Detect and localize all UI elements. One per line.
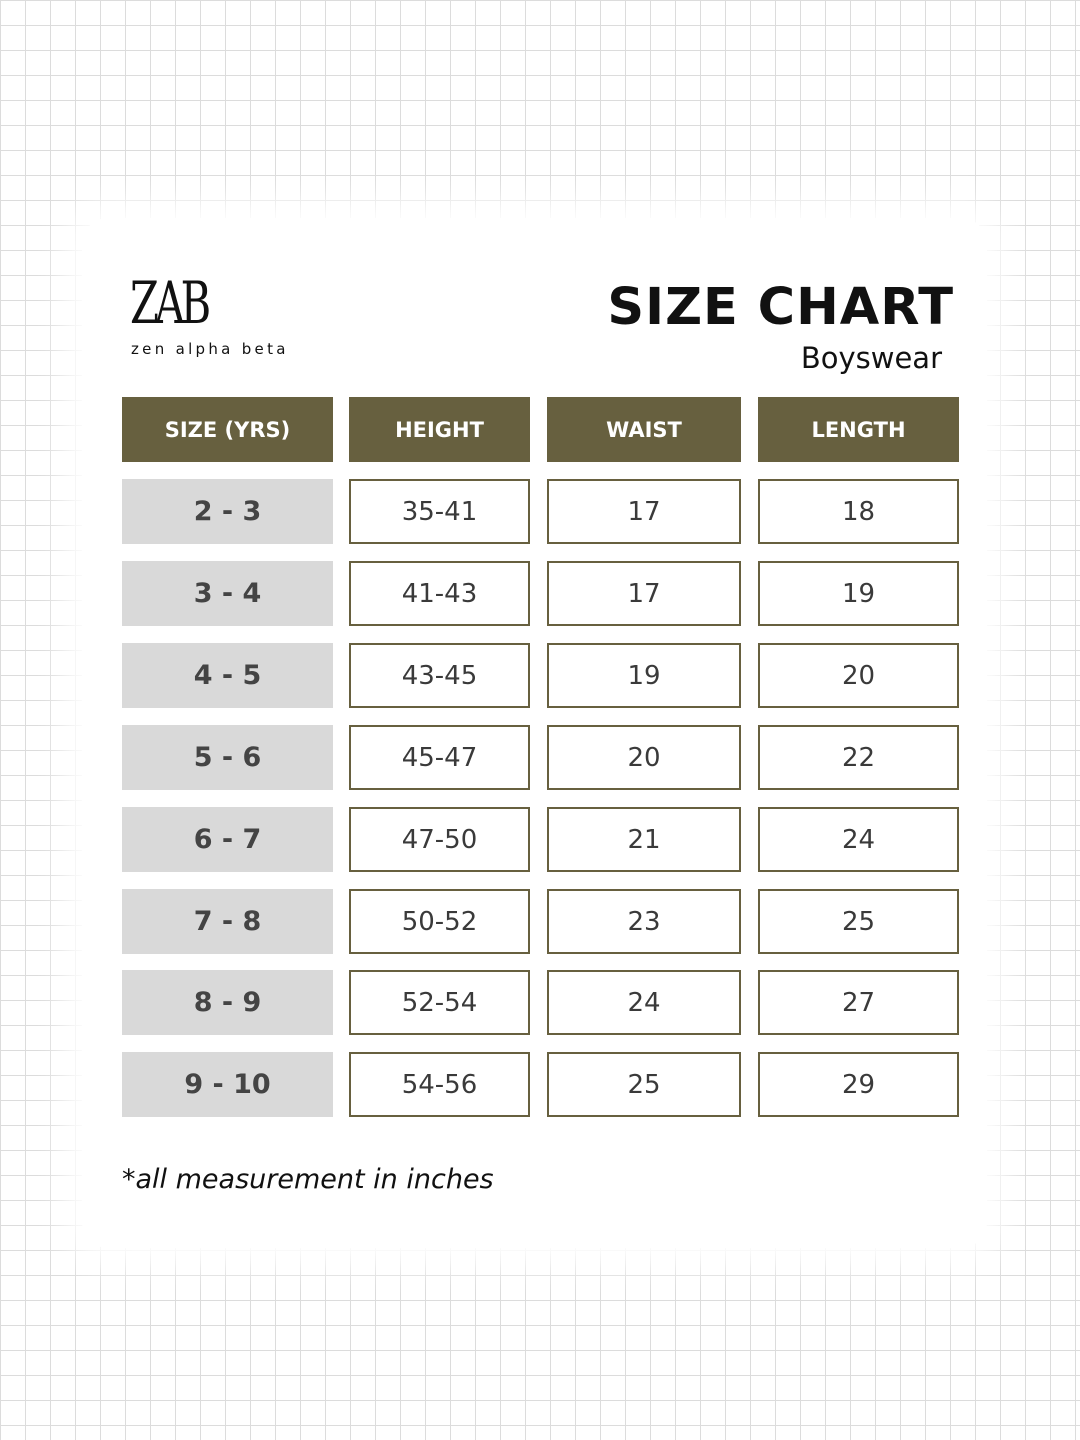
logo-mark: ZAB bbox=[130, 269, 207, 337]
size-cell: 9 - 10 bbox=[122, 1052, 333, 1117]
length-cell: 20 bbox=[758, 643, 959, 708]
column-header-waist: WAIST bbox=[547, 397, 741, 462]
logo-tagline: zen alpha beta bbox=[131, 340, 289, 358]
size-cell: 6 - 7 bbox=[122, 807, 333, 872]
size-cell: 4 - 5 bbox=[122, 643, 333, 708]
column-header-length: LENGTH bbox=[758, 397, 959, 462]
waist-cell: 25 bbox=[547, 1052, 741, 1117]
column-header-size: SIZE (YRS) bbox=[122, 397, 333, 462]
size-cell: 2 - 3 bbox=[122, 479, 333, 544]
length-cell: 29 bbox=[758, 1052, 959, 1117]
length-cell: 24 bbox=[758, 807, 959, 872]
length-cell: 22 bbox=[758, 725, 959, 790]
size-cell: 7 - 8 bbox=[122, 889, 333, 954]
waist-cell: 20 bbox=[547, 725, 741, 790]
footnote: *all measurement in inches bbox=[122, 1164, 494, 1195]
size-cell: 3 - 4 bbox=[122, 561, 333, 626]
column-header-height: HEIGHT bbox=[349, 397, 530, 462]
height-cell: 43-45 bbox=[349, 643, 530, 708]
height-cell: 47-50 bbox=[349, 807, 530, 872]
height-cell: 50-52 bbox=[349, 889, 530, 954]
length-cell: 18 bbox=[758, 479, 959, 544]
waist-cell: 17 bbox=[547, 561, 741, 626]
waist-cell: 21 bbox=[547, 807, 741, 872]
waist-cell: 23 bbox=[547, 889, 741, 954]
page-title: SIZE CHART bbox=[607, 278, 954, 337]
height-cell: 52-54 bbox=[349, 970, 530, 1035]
waist-cell: 19 bbox=[547, 643, 741, 708]
size-cell: 5 - 6 bbox=[122, 725, 333, 790]
waist-cell: 24 bbox=[547, 970, 741, 1035]
brand-logo bbox=[130, 269, 320, 362]
waist-cell: 17 bbox=[547, 479, 741, 544]
height-cell: 35-41 bbox=[349, 479, 530, 544]
length-cell: 19 bbox=[758, 561, 959, 626]
page-subtitle: Boyswear bbox=[800, 341, 942, 375]
length-cell: 27 bbox=[758, 970, 959, 1035]
size-cell: 8 - 9 bbox=[122, 970, 333, 1035]
length-cell: 25 bbox=[758, 889, 959, 954]
height-cell: 54-56 bbox=[349, 1052, 530, 1117]
height-cell: 45-47 bbox=[349, 725, 530, 790]
height-cell: 41-43 bbox=[349, 561, 530, 626]
